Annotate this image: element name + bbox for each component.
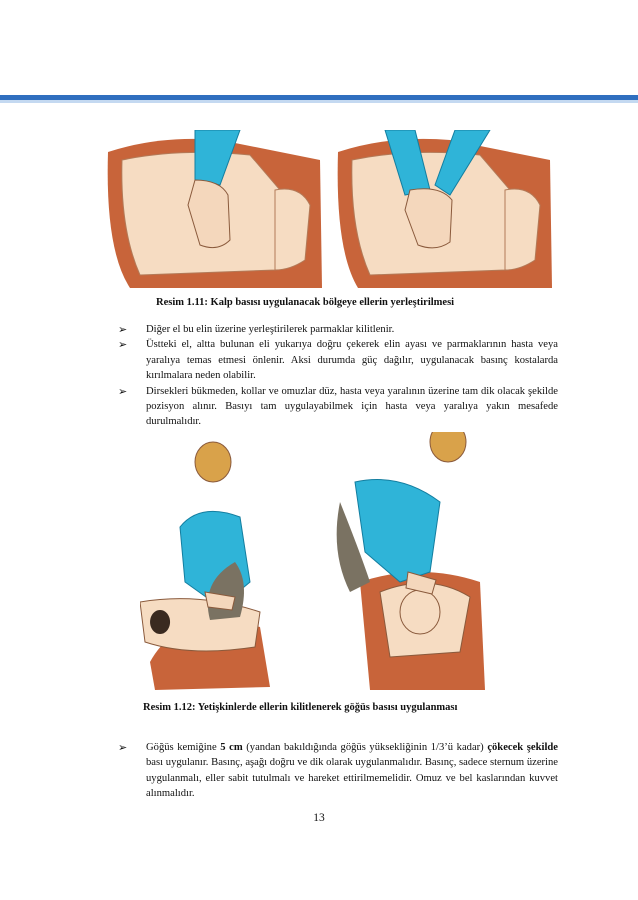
figure-1-12-illustration: [140, 432, 505, 692]
figure-1-11-left-panel: [100, 130, 322, 288]
figure-1-12-left-panel: [140, 442, 270, 690]
figure-1-12-caption: Resim 1.12: Yetişkinlerde ellerin kilitlenerek göğüs basısı uygulanması: [143, 702, 458, 713]
bullet-list-2: [118, 740, 558, 802]
bullet-list-1: [118, 322, 558, 430]
list-item: ➢ Üstteki el, altta bulunan eli yukarıya doğru çekerek elin ayası ve parmaklarının hasta veya yaralıya temas etmesi önlenir. Aksi durumda güç dağılır, uygulanacak basınç kostalarda kırılmalara neden olabilir.: [118, 338, 558, 382]
figure-1-12-right-panel: [337, 432, 485, 690]
header-accent-shadow: [0, 100, 638, 103]
list-item: ➢ Dirsekleri bükmeden, kollar ve omuzlar düz, hasta veya yaralının üzerine tam dik olacak şekilde pozisyon alınır. Basıyı tam uygulayabilmek için hasta veya yaralıya yakın mesafede durulmalıdır.: [118, 384, 558, 428]
arrow-bullet-icon: ➢: [118, 384, 128, 398]
arrow-bullet-icon: ➢: [118, 741, 128, 754]
arrow-bullet-icon: ➢: [118, 338, 128, 352]
figure-1-11-illustration: [100, 130, 555, 288]
page-number: 13: [313, 812, 325, 824]
arrow-bullet-icon: ➢: [118, 323, 128, 336]
figure-1-11-caption: Resim 1.11: Kalp basısı uygulanacak bölgeye ellerin yerleştirilmesi: [156, 297, 455, 308]
list-item: ➢ Göğüs kemiğine 5 cm (yandan bakıldığında göğüs yüksekliğinin 1/3’ü kadar) çökecek şekilde bası uygulanır. Basınç, aşağı doğru ve dik olarak uygulanmalıdır. Basınç, sadece sternum üzerine uygulanmalı, eller sabit tutulmalı ve hareket ettirilmemelidir. Omuz ve bel kaslarından kuvvet alınmalıdır.: [118, 741, 558, 800]
figure-1-11-right-panel: [333, 130, 555, 288]
list-item: ➢ Diğer el bu elin üzerine yerleştirilerek parmaklar kilitlenir.: [118, 323, 395, 336]
